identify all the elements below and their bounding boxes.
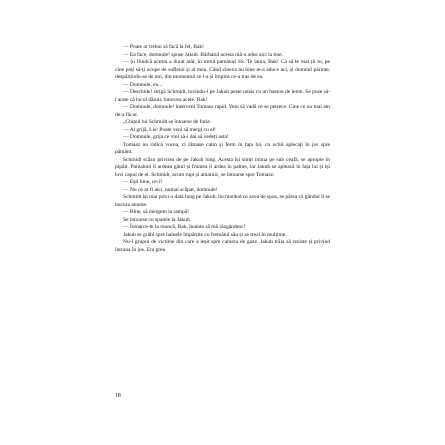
- paragraph: Jakub se grăbi spre hainele împărțite cu fremătul său și se trezi în mulțime.: [123, 231, 287, 238]
- paragraph: Se întoarse cu spatele la Jakub.: [123, 216, 191, 223]
- paragraph: — Domnule, domnule! interveni Tomasz rapid. Veni să vadă ce se petrece. Cine ce nu mai am de-a făcut.: [115, 104, 330, 118]
- paragraph: — Ai grijă, Lis! Poate veni să mergi cu el!: [123, 126, 216, 133]
- page-number: 18: [115, 393, 121, 399]
- paragraph: — Și fiindcă acesta a durat atât, în urmă pamânul SS. Te iama, Bak! Ca să te mai ții tu, pe cine poți să-ți ocupe de sufletul și al meu. Când cineva nu bine te-a aduce aci, și domnul părinte, despărțindu-se de noi, din momentul ce l-a și împins ce-a tras de ea.: [115, 59, 330, 80]
- body-text: [115, 44, 330, 254]
- paragraph: Schmidt își mai privi o dată lung pe Jakub, încruntând ce avea de spus, se părea că gândul îi se bucura anume.: [115, 194, 330, 208]
- paragraph: „Chipul lui Schmidt se întoarse de furie.: [123, 119, 212, 125]
- paragraph: Tomasz nu ridică vocea, ci rămase calm și ferm în fața lui, cu ochii aplecați în jos spre pământ.: [115, 141, 330, 155]
- paragraph: — Nu ce ar fi aici, numai scăpat, domnule!: [123, 186, 218, 193]
- paragraph: — Întoarce-te la muncă, Bak, înainte să mă răzgândesc!: [123, 224, 246, 230]
- paragraph: — Domnule, eu...: [123, 81, 163, 88]
- paragraph: — Bine, să mergem la rampă!: [123, 209, 189, 215]
- paragraph: — Poate ar trebui să facă la fel, Bak!: [123, 44, 204, 50]
- paragraph: Schmidt scăzu privirea de pe Jakub lung. Acesta își simți inima pe sub ceafă, se apropie în pipăit. Pantaloni îi ardeau gâtul și fruntea îi ardea în palme, iar Jakub se apleacă în fața lui și își lovi capul de el. Schmidt, acum rupt și amarnic, se întoarse spre Tomasz:: [115, 156, 330, 178]
- paragraph: — Domnule, grija ce vrei să-i dai să vedeți asta!: [123, 134, 229, 140]
- paragraph: — Ea face, domnule! spuse Jakub. Bărbatul acesta mă-a adus aici la tine.: [123, 51, 283, 58]
- paragraph: — Ești bine, ce-i?: [123, 179, 163, 185]
- paragraph: — Deschide! strigă Schmidt, lovindu-l pe Jakub peste umăr cu un baston de lemn. Se puse să-i arate că locul dăruit, întorcea acele. Bak!: [115, 89, 330, 103]
- paragraph: Nu-l grupul de victime din care a ieșit spre camera de gaze. Jakub trăia să reziste și privind întruna în jos. Era greu.: [115, 239, 330, 253]
